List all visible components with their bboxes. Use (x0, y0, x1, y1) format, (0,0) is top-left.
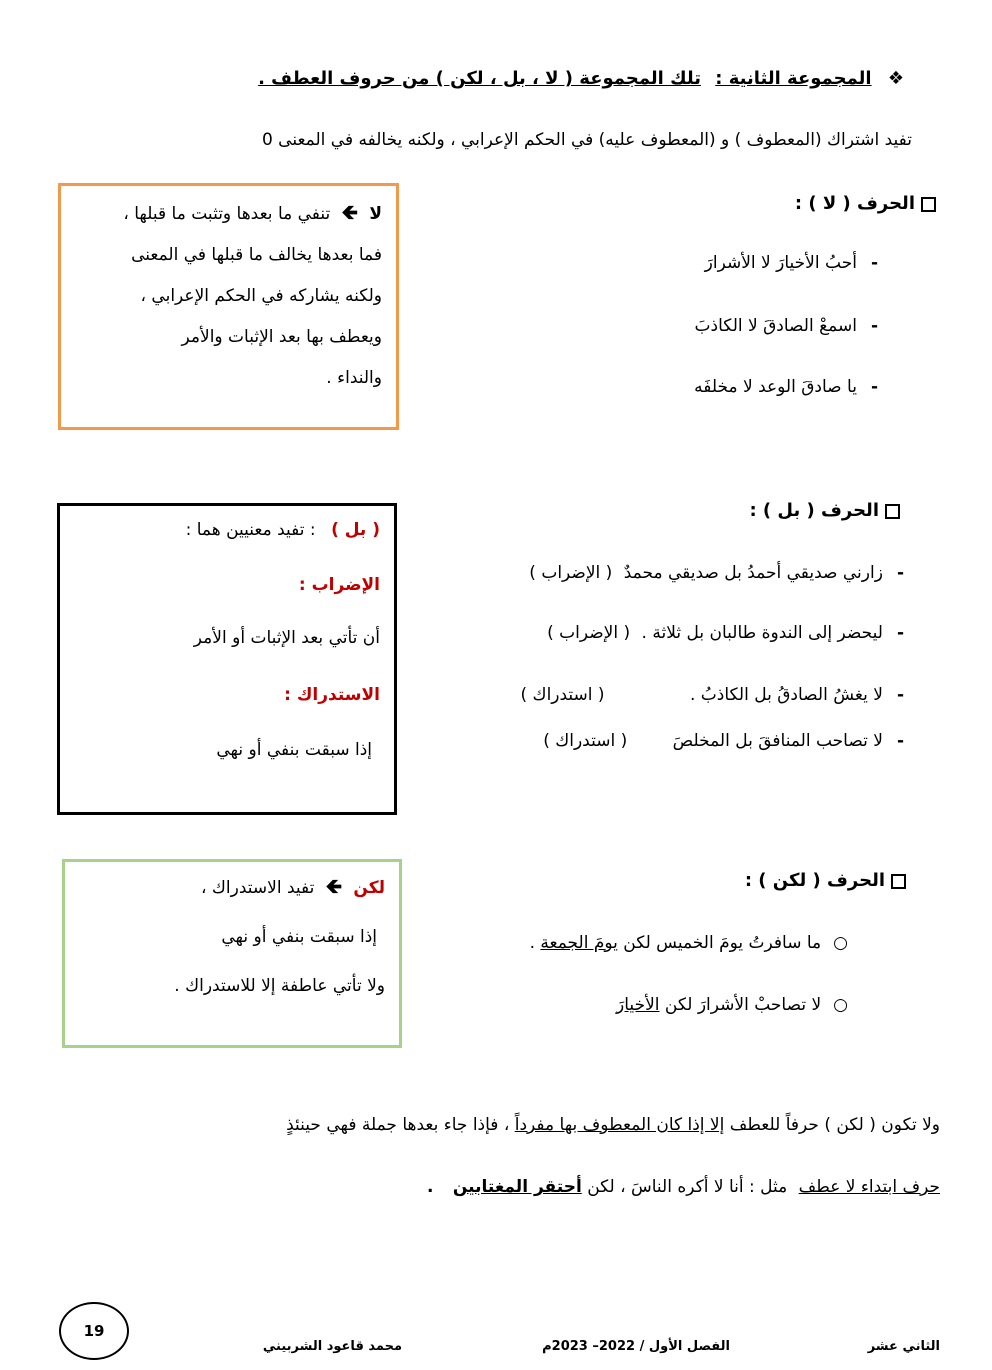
note-line: فما بعدها يخالف ما قبلها في المعنى (131, 245, 382, 265)
closing-line-2: حرف ابتداء لا عطف مثل : أنا لا أكره الناسَ ، لكن أحتقر المغتابين . (427, 1177, 940, 1197)
note-line: ولا تأتي عاطفة إلا للاستدراك . (174, 976, 385, 996)
intro-text: تفيد اشتراك (المعطوف ) و (المعطوف عليه) في الحكم الإعرابي ، ولكنه يخالفه في المعنى 0 (261, 130, 912, 150)
list-item: -يا صادقَ الوعد لا مخلفَه (694, 377, 878, 397)
note-line: ولكنه يشاركه في الحكم الإعرابي ، (140, 286, 382, 306)
list-item: -لا يغشُ الصادقُ بل الكاذبُ . ( استدراك ) (520, 685, 904, 705)
note-keyword: ( بل ) (331, 520, 380, 540)
closing-line-1: ولا تكون ( لكن ) حرفاً للعطف إلا إذا كان المعطوف بها مفرداً ، فإذا جاء بعدها جملة فهي حينئذٍ (286, 1115, 940, 1135)
arrow-left-icon: 🡸 (325, 874, 343, 898)
list-item: -لا تصاحب المنافقَ بل المخلصَ ( استدراك ) (543, 731, 904, 751)
list-item: ○لا تصاحبْ الأشرارَ لكن الأخيارَ (616, 995, 848, 1015)
list-item: -أحبُ الأخيارَ لا الأشرارَ (704, 253, 878, 273)
checkbox-bullet-icon (891, 874, 906, 889)
la-note-box (58, 183, 399, 430)
checkbox-bullet-icon (885, 504, 900, 519)
list-item: -زارني صديقي أحمدُ بل صديقي محمدٌ ( الإضراب ) (529, 563, 904, 583)
la-section-title: الحرف ( لا ) : (636, 193, 936, 214)
note-keyword: لا (369, 204, 382, 224)
checkbox-bullet-icon (921, 197, 936, 212)
list-item: -ليحضر إلى الندوة طالبان بل ثلاثة . ( الإضراب ) (547, 623, 904, 643)
bal-section-title: الحرف ( بل ) : (580, 500, 900, 521)
note-subtitle: الاستدراك : (284, 685, 380, 705)
note-line: إذا سبقت بنفي أو نهي (221, 927, 377, 947)
circle-bullet-icon: ○ (833, 933, 848, 953)
footer-term: الفصل الأول / 2022– 2023م (542, 1339, 730, 1354)
note-keyword: لكن (353, 878, 385, 898)
note-line: أن تأتي بعد الإثبات أو الأمر (193, 628, 380, 648)
diamond-bullet-icon: ❖ (887, 68, 904, 89)
note-line: ويعطف بها بعد الإثبات والأمر (181, 327, 382, 347)
arrow-left-icon: 🡸 (341, 200, 358, 224)
heading-label: المجموعة الثانية : (715, 68, 872, 89)
footer-author: محمد قاعود الشربيني (262, 1339, 402, 1354)
bal-note-box (57, 503, 397, 815)
note-line: تنفي ما بعدها وتثبت ما قبلها ، (123, 204, 331, 224)
note-line: والنداء . (326, 368, 382, 388)
circle-bullet-icon: ○ (833, 995, 848, 1015)
note-line: : تفيد معنيين هما : (185, 520, 316, 540)
list-item: ○ما سافرتُ يومَ الخميس لكن يومَ الجمعة . (529, 933, 848, 953)
note-subtitle: الإضراب : (298, 575, 380, 595)
list-item: -اسمعْ الصادقَ لا الكاذبَ (694, 316, 878, 336)
lakin-note-box (62, 859, 402, 1048)
heading-text: تلك المجموعة ( لا ، بل ، لكن ) من حروف العطف . (258, 68, 701, 89)
page-number: 19 (59, 1302, 129, 1360)
note-line: إذا سبقت بنفي أو نهي (216, 740, 372, 760)
footer-grade: الثاني عشر (867, 1339, 940, 1354)
note-line: تفيد الاستدراك ، (201, 878, 315, 898)
lakin-section-title: الحرف ( لكن ) : (586, 870, 906, 891)
section-heading (204, 68, 904, 89)
